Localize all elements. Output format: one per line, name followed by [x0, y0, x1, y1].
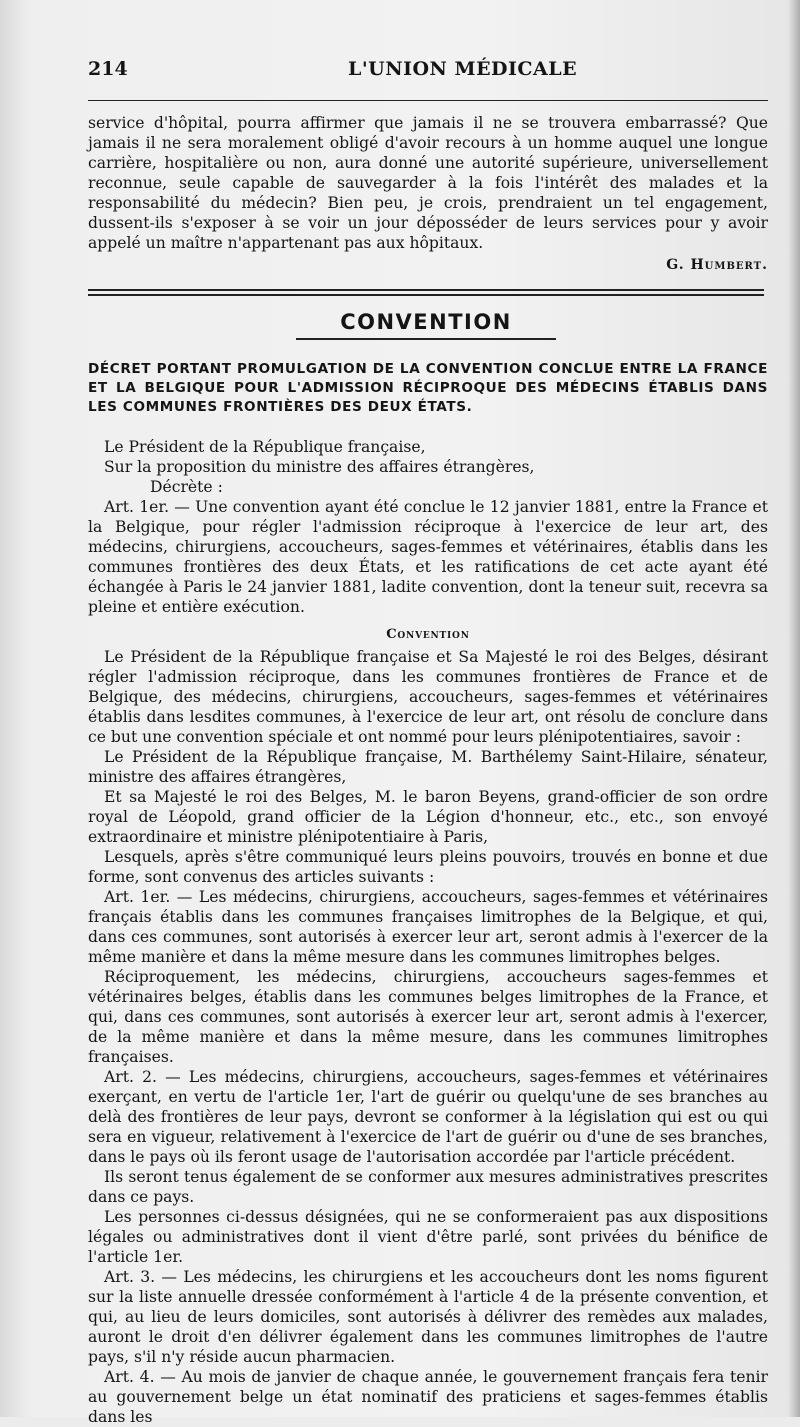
convention-paragraph: Le Président de la République française et Sa Majesté le roi des Belges, désirant régler l'admission réciproque, dans les communes frontières de France et de Belgique, des médecins, chirurgiens, accoucheurs, sages-femmes et vétérinaires établis dans lesdites communes, à l'exercice de leur art, ont résolu de conclure dans ce but une convention spéciale et ont nommé pour leurs plénipotentiaires, savoir :: [88, 648, 768, 746]
intro-paragraph: service d'hôpital, pourra affirmer que jamais il ne se trouvera embarrassé? Que jamais il ne sera moralement obligé d'avoir recours à un homme auquel une longue carrière, hospitalière ou non, aura donné une autorité supérieure, universellement reconnue, seule capable de sauvegarder à la fois l'intérêt des malades et la responsabilité du médecin? Bien peu, je crois, prendraient un tel engagement, dussent-ils s'exposer à se voir un jour déposséder de leurs services pour y avoir appelé un maître n'appartenant pas aux hôpitaux. G. Humbert.: [88, 114, 768, 273]
convention-paragraph: Les personnes ci-dessus désignées, qui ne se conformeraient pas aux dispositions légales ou administratives dont il vient d'être parlé, sont privées du bénifice de l'article 1er.: [88, 1208, 768, 1266]
convention-paragraph: Ils seront tenus également de se conformer aux mesures administratives prescrites dans ce pays.: [88, 1168, 768, 1206]
decree-line: Le Président de la République française,: [104, 438, 426, 456]
convention-article: Art. 1er. — Les médecins, chirurgiens, accoucheurs, sages-femmes et vétérinaires français établis dans les communes françaises limitrophes de la Belgique, et qui, dans ces communes, sont autorisés à exercer leur art, seront admis à l'exercer de la même manière et dans la même mesure dans les communes limitrophes belges.: [88, 888, 768, 966]
decree-decrete: Décrète :: [150, 478, 223, 496]
convention-paragraph: Et sa Majesté le roi des Belges, M. le baron Beyens, grand-officier de son ordre royal de Léopold, grand officier de la Légion d'honneur, etc., etc., son envoyé extraordinaire et ministre plénipotentiaire à Paris,: [88, 788, 768, 846]
section-title: CONVENTION: [340, 310, 512, 334]
journal-title: L'UNION MÉDICALE: [348, 58, 578, 80]
convention-subtitle: Convention: [386, 627, 470, 642]
header-rule: [88, 100, 768, 101]
decree-body: [88, 437, 768, 1427]
convention-article: Art. 3. — Les médecins, les chirurgiens et les accoucheurs dont les noms figurent sur la liste annuelle dressée conformément à l'article 4 de la présente convention, et qui, au lieu de leurs domiciles, sont autorisés à délivrer des remèdes aux malades, auront le droit d'en délivrer également dans les communes limitrophes de l'autre pays, s'il n'y réside aucun pharmacien.: [88, 1268, 768, 1366]
author-signature: G. Humbert.: [666, 257, 768, 273]
convention-article: Art. 4. — Au mois de janvier de chaque année, le gouvernement français fera tenir au gouvernement belge un état nominatif des praticiens et sages-femmes établis dans les: [88, 1368, 768, 1426]
convention-paragraph: Le Président de la République française, M. Barthélemy Saint-Hilaire, sénateur, ministre des affaires étrangères,: [88, 748, 768, 786]
convention-paragraph: Lesquels, après s'être communiqué leurs pleins pouvoirs, trouvés en bonne et due forme, sont convenus des articles suivants :: [88, 848, 768, 886]
convention-article: Art. 2. — Les médecins, chirurgiens, accoucheurs, sages-femmes et vétérinaires exerçant, en vertu de l'article 1er, l'art de guérir ou quelqu'une de ses branches au delà des frontières de leur pays, devront se conformer à la législation qui est ou qui sera en vigueur, relativement à l'exercice de l'art de guérir ou d'une de ses branches, dans le pays où ils feront usage de l'autorisation accordée par l'article précédent.: [88, 1068, 768, 1166]
decree-article-1: Art. 1er. — Une convention ayant été conclue le 12 janvier 1881, entre la France et la Belgique, pour régler l'admission réciproque à l'exercice de leur art, des médecins, chirurgiens, accoucheurs, sages-femmes et vétérinaires, établis dans les communes frontières des deux États, et les ratifications de cet acte ayant été échangée à Paris le 24 janvier 1881, ladite convention, dont la teneur suit, recevra sa pleine et entière exécution.: [88, 498, 768, 616]
page-header: [88, 58, 770, 94]
section-divider: [88, 289, 764, 296]
decree-line: Sur la proposition du ministre des affaires étrangères,: [104, 458, 535, 476]
convention-paragraph: Réciproquement, les médecins, chirurgiens, accoucheurs sages-femmes et vétérinaires belges, établis dans les communes belges limitrophes de la France, et qui, dans ces communes, sont autorisés à exercer leur art, seront admis à l'exercer, de la même manière et dans la même mesure, dans les communes limitrophes françaises.: [88, 968, 768, 1066]
title-underline: [296, 338, 556, 340]
page-number: 214: [88, 58, 128, 80]
decree-heading: DÉCRET PORTANT PROMULGATION DE LA CONVENTION CONCLUE ENTRE LA FRANCE ET LA BELGIQUE POUR L'ADMISSION RÉCIPROQUE DES MÉDECINS ÉTABLIS DANS LES COMMUNES FRONTIÈRES DES DEUX ÉTATS.: [88, 361, 768, 415]
